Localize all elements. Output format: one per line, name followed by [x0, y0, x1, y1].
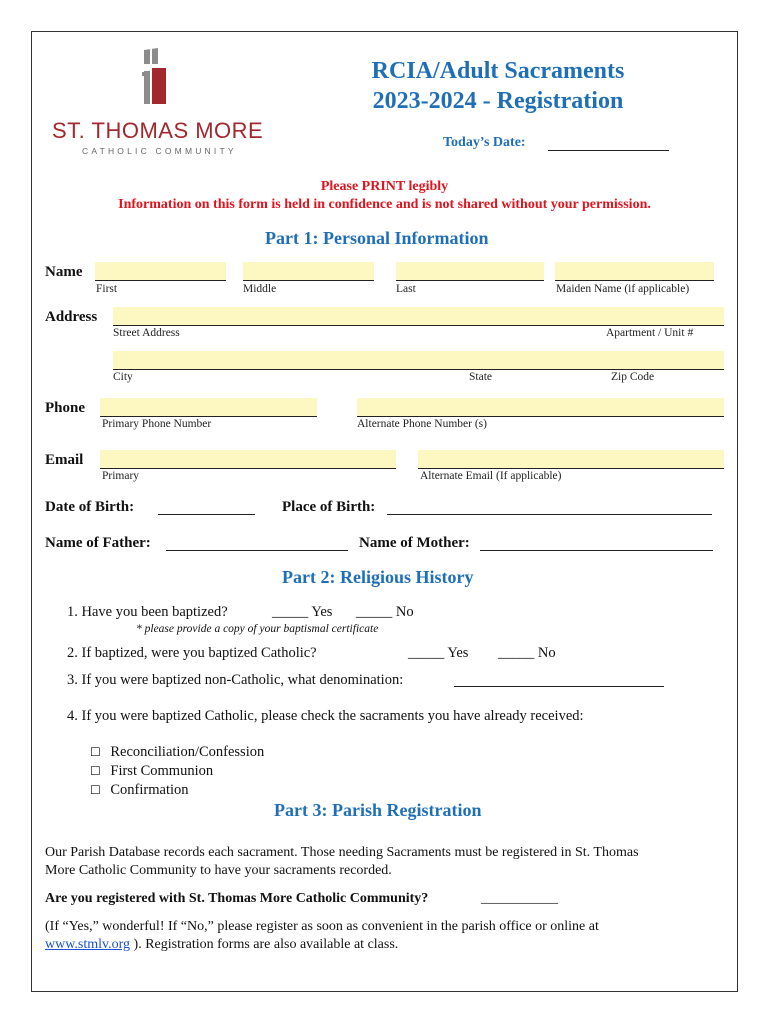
print-legibly-notice: Please PRINT legibly: [320, 179, 449, 194]
confidentiality-notice: Information on this form is held in confidence and is not shared without your permission.: [118, 197, 651, 212]
todays-date-field[interactable]: [548, 149, 669, 151]
org-subtitle: CATHOLIC COMMUNITY: [82, 146, 237, 156]
todays-date-label: Today’s Date:: [443, 135, 526, 150]
city-caption: City: [113, 371, 133, 383]
checkbox-icon[interactable]: ☐: [90, 783, 101, 797]
maiden-name-field[interactable]: [555, 262, 714, 281]
street-address-caption: Street Address: [113, 327, 180, 339]
form-title-line2: 2023-2024 - Registration: [372, 88, 624, 114]
parish-database-text-line1: Our Parish Database records each sacrament. Those needing Sacraments must be registered in St. Thomas: [45, 845, 639, 860]
checkbox-icon[interactable]: ☐: [90, 764, 101, 778]
sacrament-checkbox-reconciliation[interactable]: [90, 744, 264, 761]
sacrament-label: First Communion: [110, 763, 214, 779]
primary-phone-caption: Primary Phone Number: [102, 418, 212, 430]
address-label: Address: [45, 309, 98, 325]
registered-question: Are you registered with St. Thomas More Catholic Community?: [45, 891, 429, 906]
alternate-email-field[interactable]: [418, 450, 724, 469]
last-name-field[interactable]: [396, 262, 544, 281]
street-address-field[interactable]: [113, 307, 724, 326]
part1-title: Part 1: Personal Information: [265, 228, 489, 248]
baptismal-certificate-note: * please provide a copy of your baptismal certificate: [136, 623, 379, 635]
middle-name-caption: Middle: [243, 283, 277, 295]
zip-caption: Zip Code: [611, 371, 655, 383]
phone-label: Phone: [45, 400, 86, 416]
dob-field[interactable]: [158, 513, 255, 515]
first-name-caption: First: [96, 283, 118, 295]
question-3: 3. If you were baptized non-Catholic, what denomination:: [67, 672, 404, 688]
registration-text-line1: (If “Yes,” wonderful! If “No,” please register as soon as convenient in the parish office or online at: [45, 919, 599, 934]
parish-website-link[interactable]: www.stmlv.org: [45, 937, 131, 952]
sacrament-label: Confirmation: [110, 782, 189, 798]
parish-database-text-line2: More Catholic Community to have your sacraments recorded.: [45, 863, 392, 878]
mother-name-field[interactable]: [480, 549, 713, 551]
pob-label: Place of Birth:: [282, 499, 376, 515]
alternate-phone-field[interactable]: [357, 398, 724, 417]
registered-answer-field[interactable]: ___________: [481, 891, 558, 906]
question-4: 4. If you were baptized Catholic, please check the sacraments you have already received:: [67, 708, 584, 724]
part2-title: Part 2: Religious History: [282, 567, 474, 587]
checkbox-icon[interactable]: ☐: [90, 745, 101, 759]
sacrament-checkbox-communion[interactable]: [90, 763, 213, 780]
pob-field[interactable]: [387, 513, 712, 515]
primary-phone-field[interactable]: [100, 398, 317, 417]
primary-email-caption: Primary: [102, 470, 140, 482]
father-label: Name of Father:: [45, 535, 151, 551]
apartment-caption: Apartment / Unit #: [606, 327, 694, 339]
org-name: ST. THOMAS MORE: [52, 118, 264, 143]
registration-text-line2: [45, 937, 398, 953]
first-name-field[interactable]: [95, 262, 226, 281]
form-title-line1: RCIA/Adult Sacraments: [371, 58, 625, 84]
part3-title: Part 3: Parish Registration: [274, 800, 482, 820]
maiden-name-caption: Maiden Name (if applicable): [556, 283, 690, 295]
registration-text-rest: ). Registration forms are also available at class.: [130, 937, 399, 952]
question-2: 2. If baptized, were you baptized Catholic?: [67, 645, 317, 661]
dob-label: Date of Birth:: [45, 499, 135, 515]
q1-no-option[interactable]: _____ No: [356, 604, 414, 620]
last-name-caption: Last: [396, 283, 416, 295]
q1-yes-option[interactable]: _____ Yes: [272, 604, 333, 620]
father-name-field[interactable]: [166, 549, 348, 551]
alternate-phone-caption: Alternate Phone Number (s): [357, 418, 487, 430]
parish-logo-icon: [138, 48, 168, 104]
primary-email-field[interactable]: [100, 450, 396, 469]
alternate-email-caption: Alternate Email (If applicable): [420, 470, 562, 482]
sacrament-checkbox-confirmation[interactable]: [90, 782, 189, 799]
email-label: Email: [45, 452, 84, 468]
middle-name-field[interactable]: [243, 262, 374, 281]
city-state-zip-field[interactable]: [113, 351, 724, 370]
q2-no-option[interactable]: _____ No: [498, 645, 556, 661]
question-1: 1. Have you been baptized?: [67, 604, 228, 620]
denomination-field[interactable]: [454, 685, 664, 687]
sacrament-label: Reconciliation/Confession: [110, 744, 265, 760]
name-label: Name: [45, 264, 83, 280]
mother-label: Name of Mother:: [359, 535, 470, 551]
q2-yes-option[interactable]: _____ Yes: [408, 645, 469, 661]
state-caption: State: [469, 371, 492, 383]
